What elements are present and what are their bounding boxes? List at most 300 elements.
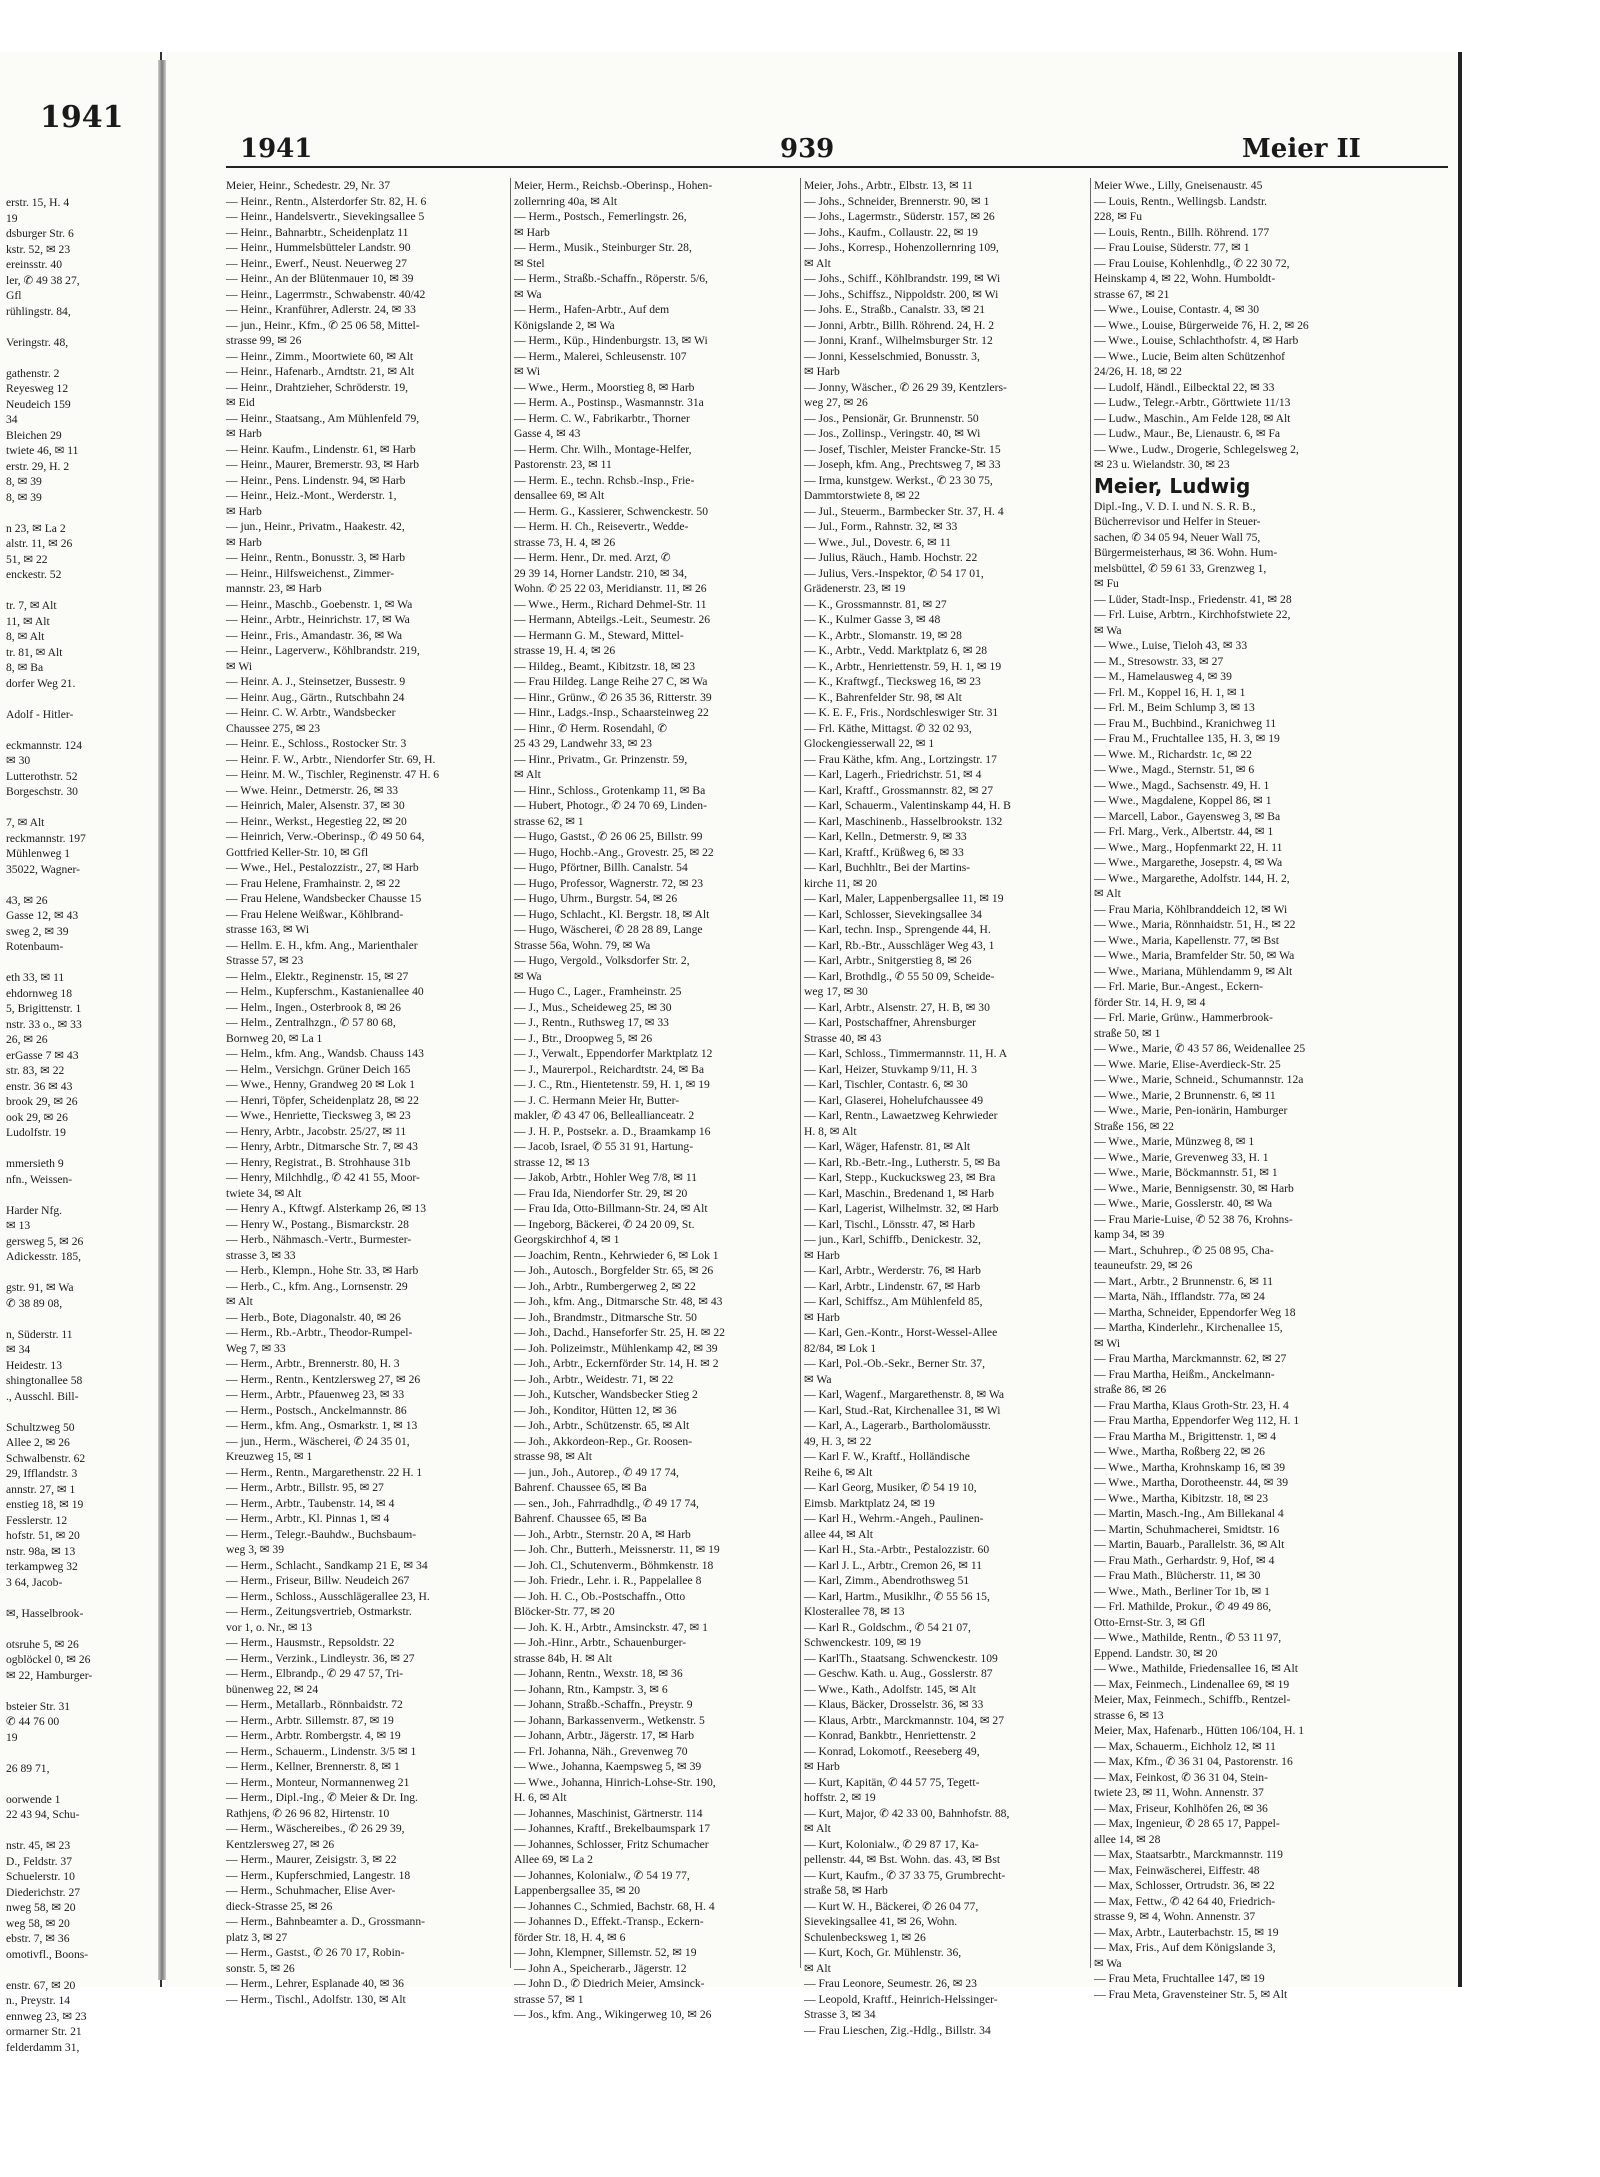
directory-entry-line: strasse 12, ✉ 13 bbox=[514, 1155, 590, 1169]
directory-entry-line: — J., Maurerpol., Reichardtstr. 24, ✉ Ba bbox=[514, 1062, 705, 1076]
directory-entry-line: — J., Rentn., Ruthsweg 17, ✉ 33 bbox=[514, 1016, 669, 1029]
directory-entry-line: — Hinr., Privatm., Gr. Prinzenstr. 59, bbox=[514, 752, 688, 766]
directory-entry-line: — Kurt W. H., Bäckerei, ✆ 26 04 77, bbox=[804, 1899, 979, 1913]
directory-entry-line bbox=[6, 722, 154, 738]
directory-entry-line: — Marta, Näh., Ifflandstr. 77a, ✉ 24 bbox=[1094, 1290, 1265, 1303]
directory-entry-line: 7, ✉ Alt bbox=[6, 816, 45, 829]
directory-entry-line: — Herm., Zeitungsvertrieb, Ostmarkstr. bbox=[226, 1605, 412, 1618]
directory-entry-line: 19 bbox=[6, 1730, 18, 1744]
directory-entry-line: — Wwe., Martha, Roßberg 22, ✉ 26 bbox=[1094, 1445, 1265, 1458]
directory-entry-line: Heidestr. 13 bbox=[6, 1358, 63, 1372]
directory-entry-line: ✉ Harb bbox=[804, 1310, 840, 1324]
directory-entry-line: — Kurt, Major, ✆ 42 33 00, Bahnhofstr. 88, bbox=[804, 1806, 1010, 1820]
directory-entry-line: enstr. 67, ✉ 20 bbox=[6, 1978, 76, 1992]
directory-entry-line: Wohn. ✆ 25 22 03, Meridianstr. 11, ✉ 26 bbox=[514, 582, 707, 595]
directory-entry-line: — Frau Helene, Wandsbecker Chausse 15 bbox=[226, 892, 422, 905]
directory-entry-line: — Ludolf, Händl., Eilbecktal 22, ✉ 33 bbox=[1094, 380, 1275, 394]
directory-entry-line: — Max, Feinkost, ✆ 36 31 04, Stein- bbox=[1094, 1770, 1268, 1784]
directory-entry-line: vor 1, o. Nr., ✉ 13 bbox=[226, 1620, 313, 1634]
directory-entry-line: — J. C., Rtn., Hientetenstr. 59, H. 1, ✉ 19 bbox=[514, 1078, 710, 1091]
directory-entry-line: bsteier Str. 31 bbox=[6, 1699, 71, 1713]
directory-entry-line: — Heinr. E., Schloss., Rostocker Str. 3 bbox=[226, 737, 407, 750]
directory-entry-line: — Karl, Maschin., Bredenand 1, ✉ Harb bbox=[804, 1186, 995, 1200]
directory-entry-line: — Kurt, Kapitän, ✆ 44 57 75, Tegett- bbox=[804, 1775, 980, 1789]
directory-entry-line: strasse 67, ✉ 21 bbox=[1094, 287, 1170, 301]
directory-entry-line: — Heinr. F. W., Arbtr., Niendorfer Str. 69, H. bbox=[226, 752, 436, 766]
directory-entry-line: — Helm., Ingen., Osterbrook 8, ✉ 26 bbox=[226, 1000, 401, 1014]
directory-entry-line: — Heinr., Hafenarb., Arndtstr. 21, ✉ Alt bbox=[226, 365, 415, 378]
directory-entry-line: — Frau Meta, Gravensteiner Str. 5, ✉ Alt bbox=[1094, 1987, 1288, 2001]
directory-entry-line: — M., Stresowstr. 33, ✉ 27 bbox=[1094, 654, 1224, 668]
directory-entry-line: — Heinr., Maschb., Goebenstr. 1, ✉ Wa bbox=[226, 597, 413, 611]
directory-entry-line: — Herm., Arbtr., Billstr. 95, ✉ 27 bbox=[226, 1481, 384, 1494]
directory-entry-line: — Joh.-Hinr., Arbtr., Schauenburger- bbox=[514, 1636, 687, 1649]
directory-entry-line: — Johs., Schneider, Brennerstr. 90, ✉ 1 bbox=[804, 194, 990, 208]
directory-entry-line: — Karl, Hartm., Musiklhr., ✆ 55 56 15, bbox=[804, 1589, 990, 1603]
directory-entry-line: — Wwe., Margarethe, Josepstr. 4, ✉ Wa bbox=[1094, 856, 1283, 869]
directory-entry-line: — Geschw. Kath. u. Aug., Gosslerstr. 87 bbox=[804, 1667, 993, 1680]
directory-entry-line: — Heinr., Drahtzieher, Schröderstr. 19, bbox=[226, 380, 409, 394]
directory-entry-line: — Jakob, Arbtr., Hohler Weg 7/8, ✉ 11 bbox=[514, 1171, 697, 1184]
directory-entry-line: weg 17, ✉ 30 bbox=[804, 985, 868, 998]
directory-entry-line: — Hermann, Abteilgs.-Leit., Seumestr. 26 bbox=[514, 613, 711, 626]
directory-entry-line: — Max, Fris., Auf dem Königslande 3, bbox=[1094, 1941, 1276, 1954]
directory-entry-line: — Martin, Bauarb., Parallelstr. 36, ✉ Alt bbox=[1094, 1538, 1285, 1551]
left-page-year: 1941 bbox=[40, 100, 124, 135]
directory-entry-line: strasse 19, H. 4, ✉ 26 bbox=[514, 644, 616, 657]
directory-entry-line: — Frl. Luise, Arbtrn., Kirchhofstwiete 22, bbox=[1094, 608, 1291, 621]
directory-entry-line: 43, ✉ 26 bbox=[6, 893, 48, 907]
directory-entry-line: — Joh., Arbtr., Eckernförder Str. 14, H. ✉ 2 bbox=[514, 1357, 719, 1370]
directory-entry-line: — Hugo, Wäscherei, ✆ 28 28 89, Lange bbox=[514, 923, 703, 936]
directory-entry-line: — Karl, techn. Insp., Sprengende 44, H. bbox=[804, 923, 991, 936]
directory-entry-line: — Frau Lieschen, Zig.-Hdlg., Billstr. 34 bbox=[804, 2023, 991, 2037]
directory-entry-line: — Wwe., Mariana, Mühlendamm 9, ✉ Alt bbox=[1094, 964, 1293, 978]
directory-column-4 bbox=[1094, 178, 1384, 2001]
directory-entry-line: — Henry, Registrat., B. Strohhause 31b bbox=[226, 1155, 411, 1169]
directory-entry-line: tr. 7, ✉ Alt bbox=[6, 599, 57, 612]
directory-entry-line: — Herm., Metallarb., Rönnbaidstr. 72 bbox=[226, 1698, 403, 1711]
directory-entry-line: — Hugo, Professor, Wagnerstr. 72, ✉ 23 bbox=[514, 876, 704, 890]
directory-entry-line: ✉, Hasselbrook- bbox=[6, 1606, 84, 1620]
directory-entry-line: — Jos., Pensionär, Gr. Brunnenstr. 50 bbox=[804, 411, 979, 425]
directory-entry-line: — Jul., Form., Rahnstr. 32, ✉ 33 bbox=[804, 520, 958, 533]
directory-entry-line: — Johann, Rtn., Kampstr. 3, ✉ 6 bbox=[514, 1682, 668, 1696]
directory-entry-line: Gfl bbox=[6, 289, 22, 302]
directory-entry-line: alstr. 11, ✉ 26 bbox=[6, 537, 73, 550]
directory-entry-line: Borgeschstr. 30 bbox=[6, 785, 78, 798]
directory-entry-line: strasse 9, ✉ 4, Wohn. Annenstr. 37 bbox=[1094, 1910, 1256, 1923]
directory-entry-line: Dipl.-Ing., V. D. I. und N. S. R. B., bbox=[1094, 499, 1256, 513]
directory-entry-line: weg 58, ✉ 20 bbox=[6, 1916, 70, 1930]
directory-entry-line: — Hugo, Schlacht., Kl. Bergstr. 18, ✉ Alt bbox=[514, 907, 710, 921]
directory-entry-line: strasse 98, ✉ Alt bbox=[514, 1450, 592, 1463]
directory-entry-line: — Louis, Rentn., Wellingsb. Landstr. bbox=[1094, 194, 1268, 208]
directory-entry-line: — K. E. F., Fris., Nordschleswiger Str. 31 bbox=[804, 706, 999, 719]
directory-entry-line: Gasse 12, ✉ 43 bbox=[6, 909, 79, 922]
directory-entry-line: weg 3, ✉ 39 bbox=[226, 1543, 285, 1556]
directory-entry-line: 24/26, H. 18, ✉ 22 bbox=[1094, 365, 1182, 378]
directory-entry-line: — Ludw., Maur., Be, Lienaustr. 6, ✉ Fa bbox=[1094, 427, 1281, 440]
directory-entry-line: — Frl. Mathilde, Prokur., ✆ 49 49 86, bbox=[1094, 1600, 1272, 1613]
directory-entry-line bbox=[6, 800, 154, 816]
directory-entry-line: — Johs., Schiff., Köhlbrandstr. 199, ✉ Wi bbox=[804, 272, 1001, 285]
directory-entry-line: — Wwe., Jul., Dovestr. 6, ✉ 11 bbox=[804, 535, 951, 549]
directory-entry-line: — Hugo C., Lager., Framheinstr. 25 bbox=[514, 985, 682, 998]
directory-entry-line: ✉ 34 bbox=[6, 1343, 31, 1356]
directory-entry-line: — Karl, Brothdlg., ✆ 55 50 09, Scheide- bbox=[804, 969, 995, 983]
directory-entry-line: omotivfl., Boons- bbox=[6, 1947, 89, 1961]
directory-entry-line: 29 39 14, Horner Landstr. 210, ✉ 34, bbox=[514, 566, 687, 580]
directory-entry-line: — Karl, Rb.-Btr., Ausschläger Weg 43, 1 bbox=[804, 938, 995, 952]
directory-entry-line: — Jonny, Wäscher., ✆ 26 29 39, Kentzlers- bbox=[804, 380, 1007, 394]
directory-entry-line: — Joh., Arbtr., Weidestr. 71, ✉ 22 bbox=[514, 1372, 674, 1386]
directory-entry-line: — Hinr., Schloss., Grotenkamp 11, ✉ Ba bbox=[514, 783, 706, 797]
directory-entry-line: — Jul., Steuerm., Barmbecker Str. 37, H. 4 bbox=[804, 504, 1004, 518]
directory-entry-line: — Helm., Zentralhzgn., ✆ 57 80 68, bbox=[226, 1016, 396, 1029]
directory-entry-line: — Heinr., Hilfsweichenst., Zimmer- bbox=[226, 566, 395, 580]
directory-entry-line: ler, ✆ 49 38 27, bbox=[6, 273, 80, 287]
directory-entry-line: — Hermann G. M., Steward, Mittel- bbox=[514, 628, 684, 642]
directory-entry-line: Bücherrevisor und Helfer in Steuer- bbox=[1094, 515, 1261, 528]
directory-entry-line: — Herm., Elbrandp., ✆ 29 47 57, Tri- bbox=[226, 1667, 404, 1680]
directory-entry-line: 26 89 71, bbox=[6, 1761, 50, 1775]
directory-entry-line: — Heinrich, Maler, Alsenstr. 37, ✉ 30 bbox=[226, 799, 405, 812]
directory-entry-line: — Ludw., Maschin., Am Felde 128, ✉ Alt bbox=[1094, 411, 1291, 425]
directory-entry-line: — Jacob, Israel, ✆ 55 31 91, Hartung- bbox=[514, 1140, 694, 1153]
directory-entry-line: oorwende 1 bbox=[6, 1792, 61, 1806]
directory-entry-line: — Helm., Elektr., Reginenstr. 15, ✉ 27 bbox=[226, 969, 409, 983]
directory-entry-line: Schuelerstr. 10 bbox=[6, 1870, 75, 1883]
directory-entry-line: — Wwe., Marie, Schneid., Schumannstr. 12a bbox=[1094, 1073, 1304, 1086]
directory-entry-line: — Karl, Lagerist, Wilhelmstr. 32, ✉ Harb bbox=[804, 1202, 999, 1215]
directory-entry-line: ✉ Wi bbox=[514, 365, 541, 378]
directory-entry-line: — Wwe., Magd., Sachsenstr. 49, H. 1 bbox=[1094, 778, 1270, 792]
directory-entry-line: Meier, Max, Hafenarb., Hütten 106/104, H. 1 bbox=[1094, 1724, 1305, 1737]
directory-entry-line: — Herm., Arbtr. Rombergstr. 4, ✉ 19 bbox=[226, 1729, 401, 1742]
directory-entry-line: — J. C. Hermann Meier Hr, Butter- bbox=[514, 1093, 680, 1107]
directory-entry-line: kamp 34, ✉ 39 bbox=[1094, 1228, 1165, 1241]
running-head: Meier II bbox=[1242, 134, 1361, 164]
directory-entry-line: shingtonallee 58 bbox=[6, 1374, 83, 1387]
directory-entry-line: — Wwe., Louise, Schlachthofstr. 4, ✉ Harb bbox=[1094, 334, 1299, 347]
directory-entry-line: nfn., Weissen- bbox=[6, 1172, 73, 1186]
directory-entry-line: — Heinr., Rentn., Alsterdorfer Str. 82, H. 6 bbox=[226, 194, 427, 208]
directory-entry-line: 51, ✉ 22 bbox=[6, 552, 48, 566]
directory-entry-line: — Joh. K. H., Arbtr., Amsinckstr. 47, ✉ 1 bbox=[514, 1620, 708, 1634]
directory-entry-line: enstr. 36 ✉ 43 bbox=[6, 1079, 73, 1093]
directory-entry-line: strasse 3, ✉ 33 bbox=[226, 1248, 296, 1262]
directory-entry-line: Meier, Herm., Reichsb.-Oberinsp., Hohen- bbox=[514, 179, 713, 192]
directory-entry-line: — Herm. E., techn. Rchsb.-Insp., Frie- bbox=[514, 473, 695, 487]
directory-entry-line: — J. H. P., Postsekr. a. D., Braamkamp 16 bbox=[514, 1124, 711, 1138]
directory-entry-line bbox=[6, 1745, 154, 1761]
directory-entry-line: Weg 7, ✉ 33 bbox=[226, 1341, 286, 1355]
directory-entry-line: — Herm., Schloss., Ausschlägerallee 23, H. bbox=[226, 1589, 430, 1603]
directory-entry-line: strasse 57, ✉ 1 bbox=[514, 1992, 584, 2006]
directory-entry-line: n, Süderstr. 11 bbox=[6, 1327, 73, 1341]
directory-entry-line: — Herm. C. W., Fabrikarbtr., Thorner bbox=[514, 411, 690, 425]
directory-entry-line: mmersieth 9 bbox=[6, 1157, 64, 1170]
directory-entry-line: — Herm., Hausmstr., Repsoldstr. 22 bbox=[226, 1636, 395, 1649]
directory-entry-line: ehdornweg 18 bbox=[6, 986, 73, 1000]
directory-entry-line: — Heinrich, Verw.-Oberinsp., ✆ 49 50 64, bbox=[226, 830, 425, 843]
directory-entry-line: ✉ Harb bbox=[804, 1760, 840, 1773]
directory-entry-line: makler, ✆ 43 47 06, Belleallianceatr. 2 bbox=[514, 1109, 695, 1122]
directory-entry-line: — Herm. Henr., Dr. med. Arzt, ✆ bbox=[514, 551, 671, 564]
directory-entry-line: 8, ✉ 39 bbox=[6, 490, 42, 504]
directory-entry-line: — Karl, Stepp., Kuckucksweg 23, ✉ Bra bbox=[804, 1171, 996, 1184]
directory-entry-line: — Konrad, Lokomotf., Reeseberg 49, bbox=[804, 1744, 980, 1758]
directory-entry-line: dsburger Str. 6 bbox=[6, 227, 74, 240]
directory-entry-line: — J., Verwalt., Eppendorfer Marktplatz 12 bbox=[514, 1047, 713, 1060]
directory-entry-line: — Karl, Zimm., Abendrothsweg 51 bbox=[804, 1574, 970, 1587]
directory-entry-line: — Wwe., Maria, Rönnhaidstr. 51, H., ✉ 22 bbox=[1094, 918, 1296, 931]
directory-entry-line: — Herm., Straßb.-Schaffn., Röperstr. 5/6, bbox=[514, 272, 708, 285]
directory-entry-line bbox=[6, 1962, 154, 1978]
directory-entry-line: Gottfried Keller-Str. 10, ✉ Gfl bbox=[226, 845, 369, 859]
column-divider bbox=[510, 178, 511, 1968]
directory-entry-line: eth 33, ✉ 11 bbox=[6, 971, 65, 984]
directory-entry-line: 49, H. 3, ✉ 22 bbox=[804, 1434, 872, 1448]
directory-entry-line: — Henry A., Kftwgf. Alsterkamp 26, ✉ 13 bbox=[226, 1202, 427, 1215]
directory-entry-line: — Frau Martha, Eppendorfer Weg 112, H. 1 bbox=[1094, 1414, 1300, 1427]
directory-entry-line: — Jonni, Kesselschmied, Bonusstr. 3, bbox=[804, 349, 980, 363]
directory-entry-line: Eimsb. Marktplatz 24, ✉ 19 bbox=[804, 1496, 935, 1510]
directory-entry-line: — Johannes, Schlosser, Fritz Schumacher bbox=[514, 1837, 709, 1851]
directory-entry-line: — Karl, Wagenf., Margarethenstr. 8, ✉ Wa bbox=[804, 1388, 1005, 1401]
directory-entry-line bbox=[6, 1823, 154, 1839]
directory-entry-line: Schwalbenstr. 62 bbox=[6, 1451, 86, 1465]
directory-entry-line: — Herm., Postsch., Anckelmannstr. 86 bbox=[226, 1403, 407, 1417]
directory-entry-line: — Henry, Arbtr., Jacobstr. 25/27, ✉ 11 bbox=[226, 1124, 407, 1138]
directory-entry-line: — Johs., Kaufm., Collaustr. 22, ✉ 19 bbox=[804, 225, 978, 239]
directory-entry-line: Sievekingsallee 41, ✉ 26, Wohn. bbox=[804, 1915, 958, 1928]
directory-entry-line: — Karl H., Wehrm.-Angeh., Paulinen- bbox=[804, 1512, 984, 1525]
directory-entry-line: 3 64, Jacob- bbox=[6, 1575, 63, 1589]
directory-entry-line: straße 58, ✉ Harb bbox=[804, 1884, 888, 1897]
directory-entry-line: Kentzlersweg 27, ✉ 26 bbox=[226, 1837, 335, 1851]
directory-entry-line: — Joh., Arbtr., Schützenstr. 65, ✉ Alt bbox=[514, 1419, 690, 1432]
directory-entry-line: gstr. 91, ✉ Wa bbox=[6, 1281, 74, 1294]
directory-entry-line: — Karl, Schlosser, Sievekingsallee 34 bbox=[804, 907, 982, 921]
directory-entry-line: Bleichen 29 bbox=[6, 428, 62, 442]
directory-entry-line: — Frl. M., Koppel 16, H. 1, ✉ 1 bbox=[1094, 685, 1246, 699]
directory-entry-line: — Heinr. C. W. Arbtr., Wandsbecker bbox=[226, 706, 396, 719]
directory-entry-line: — Jonni, Arbtr., Billh. Röhrend. 24, H. 2 bbox=[804, 318, 995, 332]
directory-entry-line: — Ingeborg, Bäckerei, ✆ 24 20 09, St. bbox=[514, 1217, 695, 1231]
directory-entry-line: ✉ 30 bbox=[6, 754, 31, 767]
book-spine bbox=[158, 60, 166, 1980]
directory-entry-line: — Mart., Arbtr., 2 Brunnenstr. 6, ✉ 11 bbox=[1094, 1274, 1273, 1288]
directory-entry-line: — Herm., Tischl., Adolfstr. 130, ✉ Alt bbox=[226, 1992, 406, 2006]
directory-entry-line: — Herm., Bahnbeamter a. D., Grossmann- bbox=[226, 1915, 425, 1928]
directory-entry-line: — Johann, Barkassenverm., Wetkenstr. 5 bbox=[514, 1713, 705, 1727]
directory-entry-line: Dammtorstwiete 8, ✉ 22 bbox=[804, 489, 920, 502]
directory-entry-line: — K., Arbtr., Henriettenstr. 59, H. 1, ✉ 19 bbox=[804, 659, 1002, 673]
display-entry-heading: Meier, Ludwig bbox=[1094, 473, 1251, 498]
page-number: 939 bbox=[780, 134, 835, 164]
directory-entry-line: — Frl. Käthe, Mittagst. ✆ 32 02 93, bbox=[804, 721, 972, 735]
directory-entry-line: — Hinr., Ladgs.-Insp., Schaarsteinweg 22 bbox=[514, 706, 709, 719]
directory-entry-line: ✉ Wi bbox=[226, 659, 253, 673]
directory-entry-line: — Johann, Arbtr., Jägerstr. 17, ✉ Harb bbox=[514, 1729, 695, 1742]
directory-entry-line: — Herm., Wäschereibes., ✆ 26 29 39, bbox=[226, 1822, 405, 1835]
directory-entry-line: Gasse 4, ✉ 43 bbox=[514, 427, 581, 440]
directory-entry-line: tr. 81, ✉ Alt bbox=[6, 645, 63, 659]
directory-entry-line: 26, ✉ 26 bbox=[6, 1033, 48, 1046]
directory-entry-line: — Heinr., Lagerrmstr., Schwabenstr. 40/42 bbox=[226, 287, 426, 301]
directory-entry-line: — Karl, Gen.-Kontr., Horst-Wessel-Allee bbox=[804, 1326, 998, 1339]
directory-entry-line: ✉ 23 u. Wielandstr. 30, ✉ 23 bbox=[1094, 458, 1230, 471]
directory-entry-line: — Wwe., Lucie, Beim alten Schützenhof bbox=[1094, 349, 1286, 363]
directory-entry-line: Kreuzweg 15, ✉ 1 bbox=[226, 1450, 313, 1463]
directory-entry-line: Straße 156, ✉ 22 bbox=[1094, 1119, 1174, 1133]
directory-entry-line: — Karl, Maler, Lappenbergsallee 11, ✉ 19 bbox=[804, 892, 1004, 905]
directory-entry-line: — Herm., Arbtr., Taubenstr. 14, ✉ 4 bbox=[226, 1496, 395, 1510]
directory-entry-line: — Heinr., Rentn., Bonusstr. 3, ✉ Harb bbox=[226, 551, 406, 564]
directory-entry-line: — Frau Ida, Niendorfer Str. 29, ✉ 20 bbox=[514, 1186, 688, 1200]
directory-entry-line: — Henry, Milchhdlg., ✆ 42 41 55, Moor- bbox=[226, 1171, 420, 1184]
directory-entry-line: — Herm., Telegr.-Bauhdw., Buchsbaum- bbox=[226, 1527, 417, 1541]
directory-entry-line: H. 8, ✉ Alt bbox=[804, 1124, 857, 1138]
directory-entry-line: — Herm., Schuhmacher, Elise Aver- bbox=[226, 1884, 396, 1897]
directory-entry-line: — Frl. M., Beim Schlump 3, ✉ 13 bbox=[1094, 701, 1255, 714]
directory-entry-line: — Max, Staatsarbtr., Marckmannstr. 119 bbox=[1094, 1848, 1283, 1861]
directory-entry-line: — Karl, Schauerm., Valentinskamp 44, H. B bbox=[804, 799, 1011, 812]
directory-entry-line: erstr. 29, H. 2 bbox=[6, 459, 70, 473]
directory-entry-line: — Hinr., ✆ Herm. Rosendahl, ✆ bbox=[514, 721, 668, 735]
directory-entry-line: — Martin, Masch.-Ing., Am Billekanal 4 bbox=[1094, 1507, 1284, 1520]
directory-entry-line: n 23, ✉ La 2 bbox=[6, 521, 66, 535]
directory-entry-line: — Karl, Pol.-Ob.-Sekr., Berner Str. 37, bbox=[804, 1357, 985, 1370]
directory-entry-line bbox=[6, 1187, 154, 1203]
directory-entry-line: — Karl, A., Lagerarb., Bartholomäusstr. bbox=[804, 1419, 991, 1432]
directory-entry-line: — Henry, Arbtr., Ditmarsche Str. 7, ✉ 43 bbox=[226, 1140, 418, 1153]
directory-entry-line: Ludolfstr. 19 bbox=[6, 1126, 66, 1139]
directory-entry-line: — Hinr., Grünw., ✆ 26 35 36, Ritterstr. 39 bbox=[514, 690, 712, 704]
directory-entry-line: — Max, Schlosser, Ortrudstr. 36, ✉ 22 bbox=[1094, 1879, 1275, 1892]
directory-entry-line: kirche 11, ✉ 20 bbox=[804, 876, 878, 890]
directory-entry-line: gathenstr. 2 bbox=[6, 366, 60, 380]
directory-entry-line: — Herb., Bote, Diagonalstr. 40, ✉ 26 bbox=[226, 1310, 401, 1324]
directory-entry-line: — Joseph, kfm. Ang., Prechtsweg 7, ✉ 33 bbox=[804, 458, 1001, 471]
directory-entry-line: — Lüder, Stadt-Insp., Friedenstr. 41, ✉ 28 bbox=[1094, 592, 1292, 606]
directory-entry-line: — Herb., C., kfm. Ang., Lornsenstr. 29 bbox=[226, 1279, 408, 1293]
directory-entry-line: — Karl, Tischl., Lönsstr. 47, ✉ Harb bbox=[804, 1217, 976, 1231]
directory-entry-line: — Karl, Arbtr., Werderstr. 76, ✉ Harb bbox=[804, 1264, 981, 1277]
directory-entry-line bbox=[6, 350, 154, 366]
directory-entry-line: sweg 2, ✉ 39 bbox=[6, 924, 69, 938]
directory-entry-line: Lutterothstr. 52 bbox=[6, 769, 78, 783]
page-year: 1941 bbox=[240, 134, 313, 164]
directory-entry-line: nweg 58, ✉ 20 bbox=[6, 1901, 76, 1914]
directory-entry-line: Mühlenweg 1 bbox=[6, 847, 71, 860]
directory-entry-line: — Joh., Konditor, Hütten 12, ✉ 36 bbox=[514, 1403, 677, 1417]
directory-entry-line: — Karl J. L., Arbtr., Cremon 26, ✉ 11 bbox=[804, 1558, 983, 1572]
directory-entry-line: — Marcell, Labor., Gayensweg 3, ✉ Ba bbox=[1094, 809, 1281, 823]
directory-entry-line: nstr. 33 o., ✉ 33 bbox=[6, 1017, 82, 1031]
directory-entry-line: — Karl, Arbtr., Lindenstr. 67, ✉ Harb bbox=[804, 1279, 981, 1293]
header-rule bbox=[226, 166, 1448, 168]
directory-entry-line: ✉ Eid bbox=[226, 396, 255, 409]
directory-entry-line bbox=[6, 1265, 154, 1281]
directory-entry-line: ✉ Fu bbox=[1094, 577, 1119, 590]
directory-entry-line: — Kurt, Koch, Gr. Mühlenstr. 36, bbox=[804, 1946, 962, 1959]
directory-entry-line: — Herm., Monteur, Normannenweg 21 bbox=[226, 1775, 410, 1789]
directory-entry-line: — Herm., Arbtr., Kl. Pinnas 1, ✉ 4 bbox=[226, 1512, 390, 1525]
directory-entry-line: ✉ Harb bbox=[804, 365, 840, 378]
directory-entry-line: — Wwe., Marie, Gosslerstr. 40, ✉ Wa bbox=[1094, 1197, 1273, 1210]
directory-entry-line: — Heinr., Handelsvertr., Sievekingsallee 5 bbox=[226, 210, 425, 223]
directory-entry-line: — Hugo, Vergold., Volksdorfer Str. 2, bbox=[514, 954, 690, 967]
directory-entry-line: — Wwe., Maria, Kapellenstr. 77, ✉ Bst bbox=[1094, 933, 1279, 947]
directory-entry-line: Pastorenstr. 23, ✉ 11 bbox=[514, 458, 612, 471]
directory-entry-line: — Leopold, Kraftf., Heinrich-Helssinger- bbox=[804, 1992, 998, 2006]
directory-entry-line: — K., Arbtr., Vedd. Marktplatz 6, ✉ 28 bbox=[804, 644, 988, 657]
directory-entry-line: twiete 46, ✉ 11 bbox=[6, 444, 79, 457]
directory-entry-line: 8, ✉ Alt bbox=[6, 630, 45, 643]
directory-entry-line: — Herm. Chr. Wilh., Montage-Helfer, bbox=[514, 442, 692, 456]
directory-entry-line: platz 3, ✉ 27 bbox=[226, 1930, 288, 1944]
directory-entry-line: — Johannes D., Effekt.-Transp., Eckern- bbox=[514, 1915, 704, 1928]
directory-entry-line: Eppend. Landstr. 30, ✉ 20 bbox=[1094, 1646, 1218, 1660]
directory-entry-line: — Joh. Polizeimstr., Mühlenkamp 42, ✉ 39 bbox=[514, 1341, 718, 1355]
directory-entry-line: — Josef, Tischler, Meister Francke-Str. 15 bbox=[804, 442, 1001, 456]
directory-entry-line: n., Preystr. 14 bbox=[6, 1994, 71, 2007]
directory-entry-line: — Herm., Arbtr. Sillemstr. 87, ✉ 19 bbox=[226, 1713, 394, 1727]
directory-entry-line: — Wwe., Johanna, Kaempsweg 5, ✉ 39 bbox=[514, 1760, 702, 1773]
directory-entry-line: — Herm., Friseur, Billw. Neudeich 267 bbox=[226, 1574, 410, 1587]
directory-entry-line: pellenstr. 44, ✉ Bst. Wohn. das. 43, ✉ Bst bbox=[804, 1853, 1001, 1866]
directory-entry-line: — Max, Ingenieur, ✆ 28 65 17, Pappel- bbox=[1094, 1817, 1280, 1830]
directory-entry-line: — Hugo, Pförtner, Billh. Canalstr. 54 bbox=[514, 861, 688, 874]
directory-entry-line: Allee 2, ✉ 26 bbox=[6, 1436, 70, 1449]
directory-entry-line: — Joachim, Rentn., Kehrwieder 6, ✉ Lok 1 bbox=[514, 1248, 719, 1262]
directory-entry-line: ✉ Wa bbox=[1094, 623, 1122, 637]
directory-entry-line: — Joh. Friedr., Lehr. i. R., Pappelallee 8 bbox=[514, 1574, 702, 1587]
directory-entry-line: ennweg 23, ✉ 23 bbox=[6, 2009, 87, 2023]
directory-entry-line: — Louis, Rentn., Billh. Röhrend. 177 bbox=[1094, 225, 1270, 239]
directory-entry-line: — Herm., Schlacht., Sandkamp 21 E, ✉ 34 bbox=[226, 1558, 428, 1572]
directory-entry-line: twiete 34, ✉ Alt bbox=[226, 1186, 302, 1200]
directory-column-2 bbox=[514, 178, 796, 2021]
directory-entry-line: — Frl. Marie, Grünw., Hammerbrook- bbox=[1094, 1011, 1273, 1024]
directory-entry-line: — Hubert, Photogr., ✆ 24 70 69, Linden- bbox=[514, 799, 707, 812]
directory-entry-line: 82/84, ✉ Lok 1 bbox=[804, 1341, 877, 1355]
directory-entry-line: — Heinr., Ewerf., Neust. Neuerweg 27 bbox=[226, 256, 407, 270]
directory-entry-line: — Frau Math., Blücherstr. 11, ✉ 30 bbox=[1094, 1569, 1261, 1582]
directory-entry-line: — Herm., Hafen-Arbtr., Auf dem bbox=[514, 303, 670, 316]
directory-entry-line: strasse 163, ✉ Wi bbox=[226, 923, 310, 936]
directory-entry-line: — Frau Louise, Kohlenhdlg., ✆ 22 30 72, bbox=[1094, 256, 1290, 270]
directory-entry-line: — Frau Martha, Marckmannstr. 62, ✉ 27 bbox=[1094, 1352, 1287, 1365]
directory-entry-line: Veringstr. 48, bbox=[6, 335, 69, 349]
directory-entry-line bbox=[6, 583, 154, 599]
directory-entry-line: — Jos., kfm. Ang., Wikingerweg 10, ✉ 26 bbox=[514, 2008, 712, 2021]
directory-entry-line: Strasse 40, ✉ 43 bbox=[804, 1031, 882, 1045]
directory-entry-line: — Max, Fettw., ✆ 42 64 40, Friedrich- bbox=[1094, 1894, 1276, 1908]
directory-entry-line: — Wwe., Henriette, Tiecksweg 3, ✉ 23 bbox=[226, 1109, 411, 1122]
directory-entry-line: — Karl, Schloss., Timmermannstr. 11, H. A bbox=[804, 1047, 1008, 1060]
directory-entry-line: — Herb., Klempn., Hohe Str. 33, ✉ Harb bbox=[226, 1264, 419, 1277]
directory-entry-line: nstr. 45, ✉ 23 bbox=[6, 1839, 71, 1852]
directory-entry-line: — Heinr., Werkst., Hegestieg 22, ✉ 20 bbox=[226, 814, 407, 828]
column-divider bbox=[1090, 178, 1091, 1968]
directory-entry-line: — Karl, Buchhltr., Bei der Martins- bbox=[804, 861, 971, 874]
directory-entry-line: sachen, ✆ 34 05 94, Neuer Wall 75, bbox=[1094, 530, 1261, 544]
directory-entry-line: ✉ 13 bbox=[6, 1219, 31, 1232]
